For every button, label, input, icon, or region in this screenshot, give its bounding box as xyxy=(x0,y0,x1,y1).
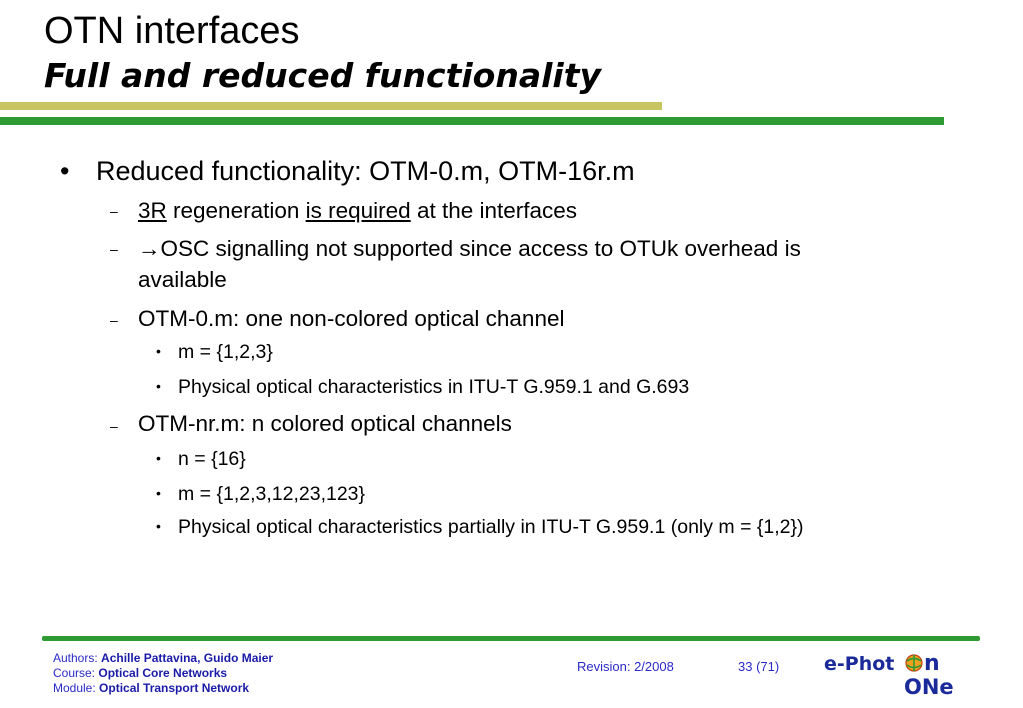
course-value: Optical Core Networks xyxy=(98,666,228,680)
text-regeneration: regeneration xyxy=(166,198,306,223)
text-at-interfaces: at the interfaces xyxy=(410,198,578,223)
logo-text-top-end: n xyxy=(924,651,940,676)
sub-bullet-otm-nrm: OTM-nr.m: n colored optical channels xyxy=(138,411,512,436)
e-photon-one-logo-icon xyxy=(824,650,964,698)
item-physical-characteristics-partial: Physical optical characteristics partially in ITU-T G.959.1 (only m = {1,2}) xyxy=(178,516,804,538)
sub-bullet-osc-signalling xyxy=(138,236,801,262)
item-m-values-nr: m = {1,2,3,12,23,123} xyxy=(178,483,366,505)
arrow-icon: → xyxy=(138,236,161,261)
globe-icon xyxy=(906,655,922,671)
dash-marker: – xyxy=(110,418,118,434)
module-value: Optical Transport Network xyxy=(99,681,250,695)
title-underline-green xyxy=(0,117,944,125)
logo-text-bottom: ONe xyxy=(904,675,954,698)
item-m-values: m = {1,2,3} xyxy=(178,341,273,363)
bullet-reduced-functionality: Reduced functionality: OTM-0.m, OTM-16r.m xyxy=(96,156,635,186)
course-label: Course: xyxy=(53,666,99,680)
sub-bullet-3r-regeneration xyxy=(138,198,577,224)
authors-value: Achille Pattavina, Guido Maier xyxy=(101,651,274,665)
footer-course xyxy=(53,666,227,681)
slide-title: OTN interfaces xyxy=(44,10,300,52)
bullet-marker: • xyxy=(156,450,161,466)
authors-label: Authors: xyxy=(53,651,102,665)
bullet-marker: • xyxy=(156,343,161,359)
footer-module xyxy=(53,681,249,696)
dash-marker: – xyxy=(110,203,118,219)
footer-revision: Revision: 2/2008 xyxy=(577,659,674,674)
logo-text-top: e-Phot xyxy=(824,653,895,675)
text-osc-line2: available xyxy=(138,267,227,292)
sub-bullet-otm-0m: OTM-0.m: one non-colored optical channel xyxy=(138,306,565,331)
slide-subtitle: Full and reduced functionality xyxy=(44,56,602,95)
dash-marker: – xyxy=(110,241,118,257)
item-physical-characteristics: Physical optical characteristics in ITU-T G.959.1 and G.693 xyxy=(178,376,690,398)
bullet-marker: • xyxy=(60,156,70,186)
text-is-required: is required xyxy=(305,198,411,223)
footer-divider xyxy=(42,636,980,641)
text-osc-line1: OSC signalling not supported since access to OTUk overhead is xyxy=(160,236,801,261)
dash-marker: – xyxy=(110,312,118,328)
text-3r: 3R xyxy=(138,198,167,223)
bullet-marker: • xyxy=(156,518,161,534)
footer-authors xyxy=(53,651,273,666)
footer-page-number: 33 (71) xyxy=(738,659,780,674)
item-n-values: n = {16} xyxy=(178,448,246,470)
bullet-marker: • xyxy=(156,485,161,501)
title-underline-yellow xyxy=(0,102,662,110)
module-label: Module: xyxy=(53,681,100,695)
bullet-marker: • xyxy=(156,378,161,394)
